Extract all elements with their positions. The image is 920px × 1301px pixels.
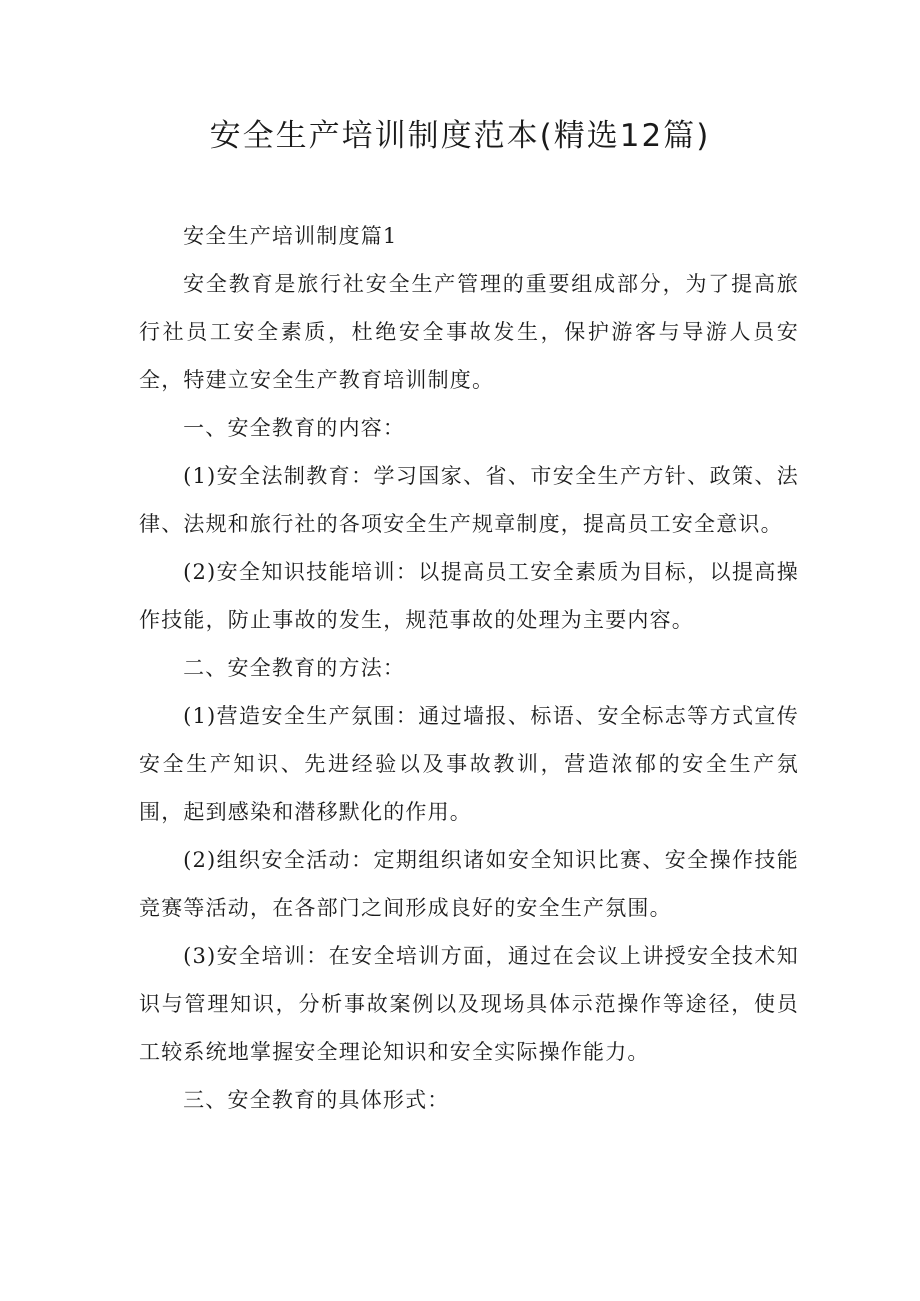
document-body — [139, 212, 799, 1124]
section-heading: 安全生产培训制度篇1 — [183, 224, 398, 248]
paragraph: (2)安全知识技能培训：以提高员工安全素质为目标，以提高操作技能，防止事故的发生，规范事故的处理为主要内容。 — [139, 560, 799, 632]
paragraph: 安全教育是旅行社安全生产管理的重要组成部分，为了提高旅行社员工安全素质，杜绝安全事故发生，保护游客与导游人员安全，特建立安全生产教育培训制度。 — [139, 272, 799, 392]
paragraph: (1)营造安全生产氛围：通过墙报、标语、安全标志等方式宣传安全生产知识、先进经验以及事故教训，营造浓郁的安全生产氛围，起到感染和潜移默化的作用。 — [139, 704, 799, 824]
section-heading: 二、安全教育的方法： — [183, 656, 406, 680]
document-title: 安全生产培训制度范本(精选12篇) — [209, 118, 711, 154]
paragraph: (2)组织安全活动：定期组织诸如安全知识比赛、安全操作技能竞赛等活动，在各部门之间形成良好的安全生产氛围。 — [139, 848, 799, 920]
section-heading: 一、安全教育的内容： — [183, 416, 406, 440]
paragraph: (1)安全法制教育：学习国家、省、市安全生产方针、政策、法律、法规和旅行社的各项安全生产规章制度，提高员工安全意识。 — [139, 464, 799, 536]
paragraph: (3)安全培训：在安全培训方面，通过在会议上讲授安全技术知识与管理知识，分析事故案例以及现场具体示范操作等途径，使员工较系统地掌握安全理论知识和安全实际操作能力。 — [139, 944, 799, 1064]
section-heading: 三、安全教育的具体形式： — [183, 1088, 450, 1112]
